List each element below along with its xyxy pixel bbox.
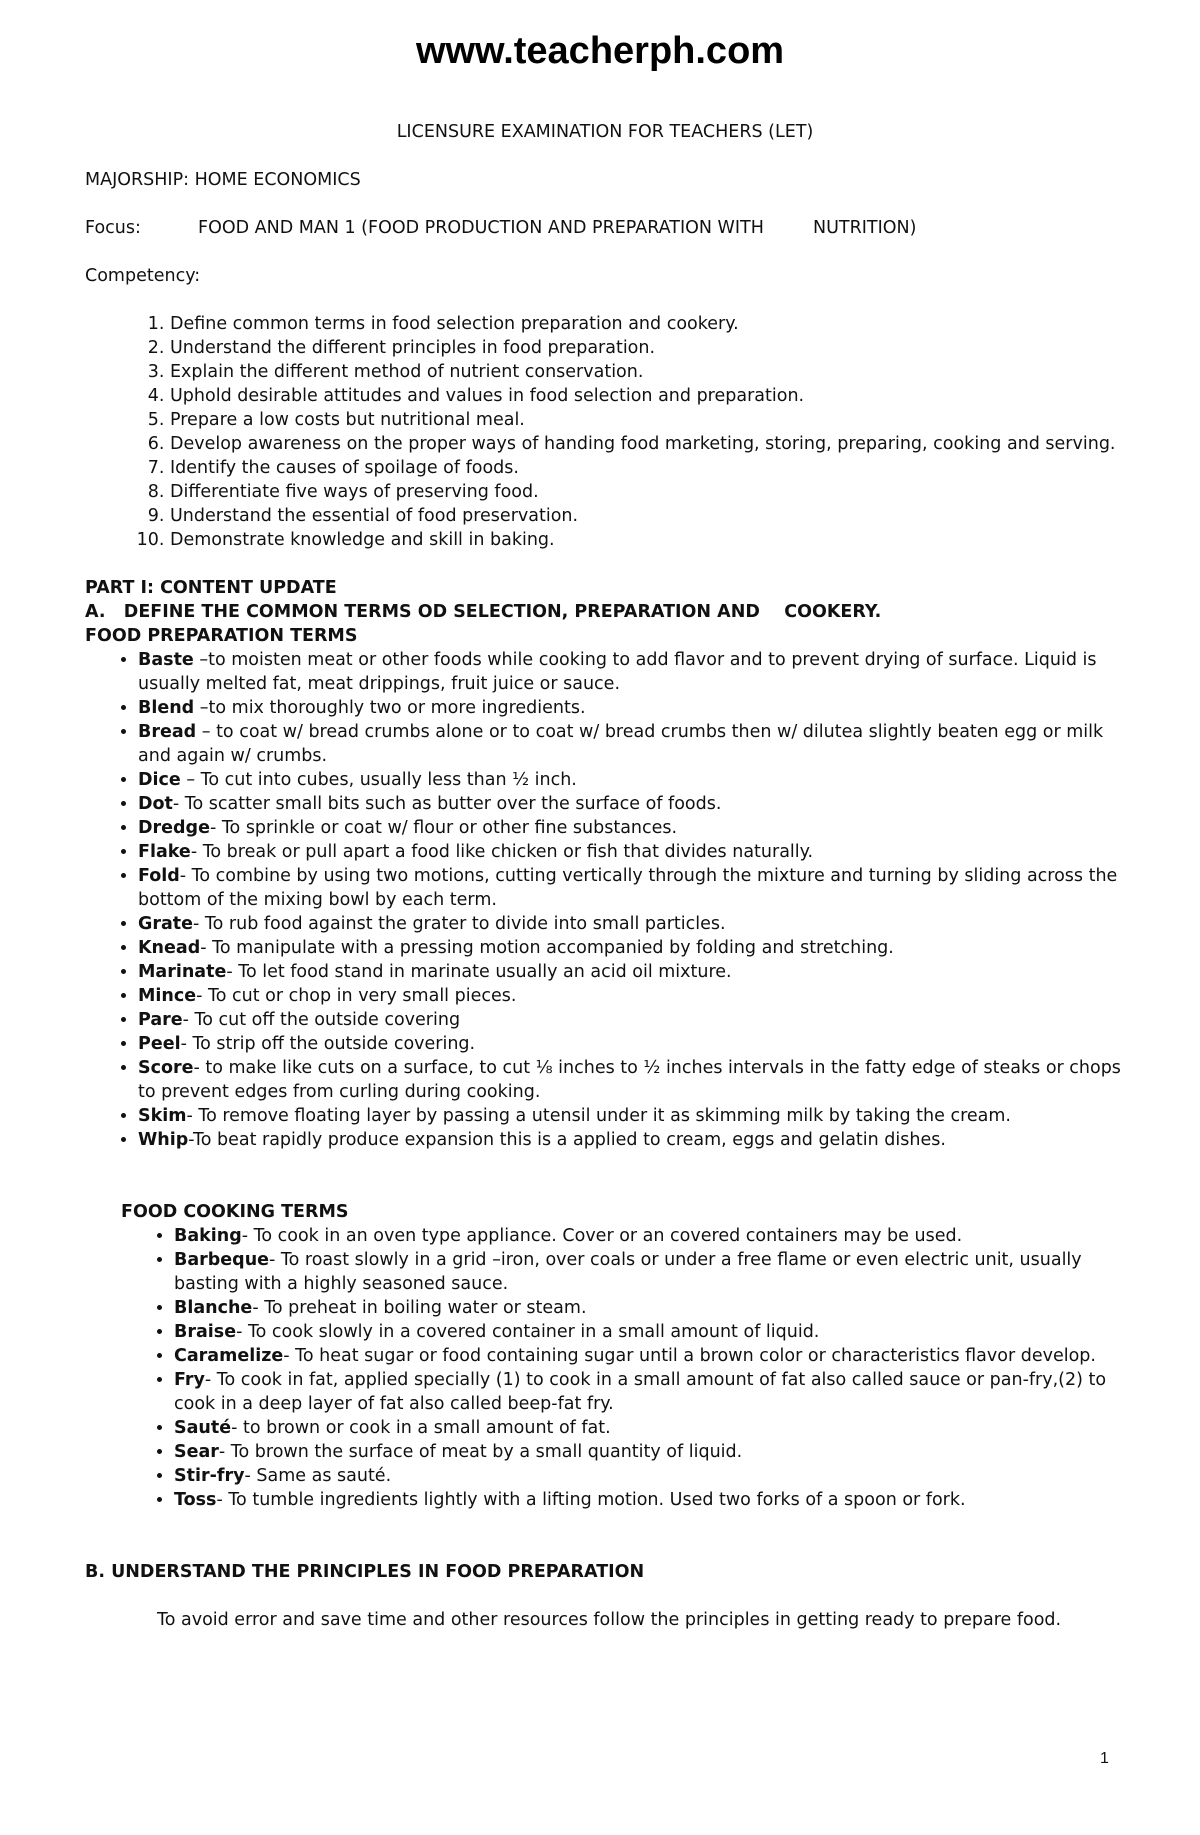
term-word: Mince [138, 986, 197, 1006]
term-definition: – To cut into cubes, usually less than ½ inch. [180, 770, 577, 790]
term-definition: - To cut off the outside covering [182, 1010, 461, 1030]
competency-item: 3. Explain the different method of nutrient conservation. [170, 360, 1125, 384]
term-definition: –to moisten meat or other foods while cooking to add flavor and to prevent drying of surface. Liquid is usually melted fat, meat drippings, fruit juice or sauce. [138, 650, 1097, 694]
term-definition: - To manipulate with a pressing motion accompanied by folding and stretching. [200, 938, 894, 958]
part1-title: PART I: CONTENT UPDATE [85, 578, 337, 598]
term-definition: - to make like cuts on a surface, to cut ⅛ inches to ½ inches intervals in the fatty edge of steaks or chops to prevent edges from curling during cooking. [138, 1058, 1121, 1102]
majorship: MAJORSHIP: HOME ECONOMICS [85, 170, 361, 190]
term-word: Whip [138, 1130, 189, 1150]
term-definition: - To strip off the outside covering. [180, 1034, 476, 1054]
focus-label: Focus: [85, 218, 141, 238]
term-definition: - To remove floating layer by passing a utensil under it as skimming milk by taking the cream. [186, 1106, 1011, 1126]
term-item [138, 840, 1125, 864]
page-number: 1 [1100, 1750, 1109, 1767]
term-item [138, 1008, 1125, 1032]
competency-item: 9. Understand the essential of food preservation. [170, 504, 1125, 528]
section-a-title: A. DEFINE THE COMMON TERMS OD SELECTION, PREPARATION AND COOKERY. [85, 602, 882, 622]
term-item [174, 1368, 1125, 1416]
term-definition: - To break or pull apart a food like chicken or fish that divides naturally. [190, 842, 814, 862]
term-item [138, 816, 1125, 840]
term-word: Peel [138, 1034, 181, 1054]
term-item [138, 696, 1125, 720]
competency-item: 6. Develop awareness on the proper ways of handing food marketing, storing, preparing, cooking and serving. [170, 432, 1125, 456]
term-definition: –to mix thoroughly two or more ingredients. [194, 698, 586, 718]
term-item [138, 648, 1125, 696]
competency-item: 7. Identify the causes of spoilage of foods. [170, 456, 1125, 480]
term-definition: - To rub food against the grater to divide into small particles. [193, 914, 726, 934]
term-item [174, 1296, 1125, 1320]
term-word: Baking [174, 1226, 242, 1246]
focus-row [85, 216, 1125, 240]
cooking-block [121, 1200, 1125, 1512]
term-word: Flake [138, 842, 191, 862]
term-definition: - To let food stand in marinate usually an acid oil mixture. [226, 962, 732, 982]
term-word: Stir-fry [174, 1466, 245, 1486]
term-item [138, 984, 1125, 1008]
term-definition: - To sprinkle or coat w/ flour or other fine substances. [209, 818, 678, 838]
term-word: Bread [138, 722, 197, 742]
term-word: Blanche [174, 1298, 253, 1318]
term-definition: - To brown the surface of meat by a small quantity of liquid. [218, 1442, 743, 1462]
section-b-title: B. UNDERSTAND THE PRINCIPLES IN FOOD PREPARATION [85, 1562, 645, 1582]
term-item [138, 864, 1125, 912]
term-item [138, 1056, 1125, 1104]
term-item [138, 912, 1125, 936]
term-definition: - To scatter small bits such as butter over the surface of foods. [172, 794, 722, 814]
term-definition: - Same as sauté. [244, 1466, 392, 1486]
exam-title: LICENSURE EXAMINATION FOR TEACHERS (LET) [396, 122, 814, 142]
term-word: Braise [174, 1322, 237, 1342]
section-b-paragraph: To avoid error and save time and other resources follow the principles in getting ready to prepare food. [157, 1610, 1062, 1630]
term-word: Toss [174, 1490, 217, 1510]
term-item [174, 1464, 1125, 1488]
term-word: Knead [138, 938, 201, 958]
term-definition: - to brown or cook in a small amount of fat. [231, 1418, 611, 1438]
term-definition: - To cut or chop in very small pieces. [196, 986, 517, 1006]
term-word: Sauté [174, 1418, 232, 1438]
cooking-terms-list [121, 1224, 1125, 1512]
term-item [174, 1224, 1125, 1248]
term-item [138, 1032, 1125, 1056]
competency-item: 1. Define common terms in food selection preparation and cookery. [170, 312, 1125, 336]
term-word: Blend [138, 698, 195, 718]
term-word: Score [138, 1058, 194, 1078]
prep-terms-list [85, 648, 1125, 1152]
term-word: Baste [138, 650, 194, 670]
term-word: Sear [174, 1442, 219, 1462]
cooking-heading: FOOD COOKING TERMS [121, 1202, 349, 1222]
competency-label: Competency: [85, 266, 201, 286]
term-definition: - To cook slowly in a covered container in a small amount of liquid. [236, 1322, 820, 1342]
term-word: Caramelize [174, 1346, 284, 1366]
term-definition: - To cook in fat, applied specially (1) to cook in a small amount of fat also called sauce or pan-fry,(2) to cook in a deep layer of fat also called beep-fat fry. [174, 1370, 1107, 1414]
term-item [174, 1344, 1125, 1368]
term-word: Skim [138, 1106, 187, 1126]
term-word: Pare [138, 1010, 183, 1030]
term-definition: – to coat w/ bread crumbs alone or to coat w/ bread crumbs then w/ dilutea slightly beaten egg or milk and again w/ crumbs. [138, 722, 1104, 766]
site-title: www.teacherph.com [415, 30, 785, 72]
term-item [174, 1440, 1125, 1464]
term-word: Dot [138, 794, 173, 814]
term-item [174, 1416, 1125, 1440]
focus-tail: NUTRITION) [813, 218, 917, 238]
term-item [138, 792, 1125, 816]
focus-text: FOOD AND MAN 1 (FOOD PRODUCTION AND PREPARATION WITH [198, 218, 764, 238]
document-body [85, 120, 1125, 1632]
competency-item: 2. Understand the different principles in food preparation. [170, 336, 1125, 360]
term-word: Barbeque [174, 1250, 270, 1270]
term-item [138, 936, 1125, 960]
prep-heading: FOOD PREPARATION TERMS [85, 626, 358, 646]
competency-item: 5. Prepare a low costs but nutritional meal. [170, 408, 1125, 432]
term-word: Fry [174, 1370, 205, 1390]
term-item [138, 1104, 1125, 1128]
term-item [138, 1128, 1125, 1152]
term-definition: - To tumble ingredients lightly with a lifting motion. Used two forks of a spoon or fork. [216, 1490, 966, 1510]
term-item [138, 720, 1125, 768]
term-word: Marinate [138, 962, 227, 982]
competency-list [85, 312, 1125, 552]
competency-item: 10. Demonstrate knowledge and skill in baking. [170, 528, 1125, 552]
term-word: Grate [138, 914, 194, 934]
term-definition: - To heat sugar or food containing sugar until a brown color or characteristics flavor develop. [283, 1346, 1096, 1366]
term-definition: -To beat rapidly produce expansion this is a applied to cream, eggs and gelatin dishes. [188, 1130, 946, 1150]
term-word: Fold [138, 866, 180, 886]
term-item [174, 1488, 1125, 1512]
term-item [174, 1320, 1125, 1344]
term-word: Dice [138, 770, 181, 790]
competency-item: 8. Differentiate five ways of preserving food. [170, 480, 1125, 504]
term-word: Dredge [138, 818, 210, 838]
competency-item: 4. Uphold desirable attitudes and values in food selection and preparation. [170, 384, 1125, 408]
term-definition: - To cook in an oven type appliance. Cover or an covered containers may be used. [241, 1226, 963, 1246]
term-definition: - To combine by using two motions, cutting vertically through the mixture and turning by sliding across the bottom of the mixing bowl by each term. [138, 866, 1118, 910]
term-definition: - To roast slowly in a grid –iron, over coals or under a free flame or even electric unit, usually basting with a highly seasoned sauce. [174, 1250, 1082, 1294]
term-item [138, 768, 1125, 792]
term-item [138, 960, 1125, 984]
term-definition: - To preheat in boiling water or steam. [252, 1298, 587, 1318]
term-item [174, 1248, 1125, 1296]
